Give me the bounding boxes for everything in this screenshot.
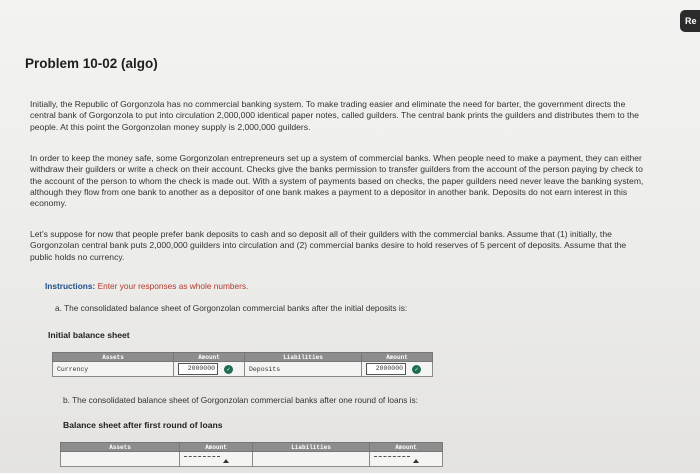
caret-up-icon bbox=[223, 459, 229, 463]
header-liabilities: Liabilities bbox=[245, 353, 362, 362]
initial-balance-sheet-title: Initial balance sheet bbox=[48, 330, 130, 340]
instructions bbox=[45, 281, 248, 291]
header-liabilities: Liabilities bbox=[253, 443, 370, 452]
liability-amount-input[interactable]: 2000000 bbox=[366, 363, 406, 375]
check-icon: ✓ bbox=[224, 365, 233, 374]
asset-label: Currency bbox=[53, 362, 174, 377]
first-round-balance-sheet-table bbox=[60, 442, 443, 467]
paragraph-1: Initially, the Republic of Gorgonzola has no commercial banking system. To make trading easier and eliminate the need for barter, the government directs the central bank of Gorgonzola to put into circulation 2,000,000 identical paper notes, called guilders. The central bank prints the guilders and distributes them to the people. At this point the Gorgonzolan money supply is 2,000,000 guilders. bbox=[30, 99, 639, 132]
asset-label-empty bbox=[61, 452, 180, 467]
header-assets: Assets bbox=[61, 443, 180, 452]
asset-amount-cell bbox=[180, 452, 253, 467]
asset-amount-input[interactable]: 2000000 bbox=[178, 363, 218, 375]
caret-up-icon bbox=[413, 459, 419, 463]
liability-label: Deposits bbox=[245, 362, 362, 377]
check-icon: ✓ bbox=[412, 365, 421, 374]
instructions-text: Enter your responses as whole numbers. bbox=[97, 281, 249, 291]
initial-balance-sheet-table bbox=[52, 352, 433, 377]
question-b: b. The consolidated balance sheet of Gorgonzolan commercial banks after one round of loans is: bbox=[63, 395, 418, 405]
header-assets: Assets bbox=[53, 353, 174, 362]
liability-amount-cell bbox=[362, 362, 433, 377]
first-round-balance-sheet-title: Balance sheet after first round of loans bbox=[63, 420, 223, 430]
paragraph-3: Let's suppose for now that people prefer bank deposits to cash and so deposit all of their guilders with the commercial banks. Assume that (1) initially, the Gorgonzolan central bank puts 2,000,000 guilders into circulation and (2) commercial banks desire to hold reserves of 5 percent of deposits. Assume that the public holds no currency. bbox=[30, 229, 627, 262]
question-a: a. The consolidated balance sheet of Gorgonzolan commercial banks after the initial deposits is: bbox=[55, 303, 408, 313]
problem-title: Problem 10-02 (algo) bbox=[25, 56, 158, 71]
corner-button[interactable]: Re bbox=[680, 10, 700, 32]
liability-label-empty bbox=[253, 452, 370, 467]
header-amount-assets: Amount bbox=[180, 443, 253, 452]
header-amount-assets: Amount bbox=[174, 353, 245, 362]
asset-amount-cell bbox=[174, 362, 245, 377]
liability-amount-input[interactable] bbox=[374, 456, 410, 463]
liability-amount-cell bbox=[370, 452, 443, 467]
header-amount-liabilities: Amount bbox=[362, 353, 433, 362]
instructions-label: Instructions: bbox=[45, 281, 96, 291]
asset-amount-input[interactable] bbox=[184, 456, 220, 463]
header-amount-liabilities: Amount bbox=[370, 443, 443, 452]
paragraph-2: In order to keep the money safe, some Gorgonzolan entrepreneurs set up a system of commercial banks. When people need to make a payment, they can either withdraw their guilders or write a check on their account. Checks give the banks permission to transfer guilders from the account of the person paying by check to the account of the person to whom the check is made out. With a system of payments based on checks, the paper guilders need never leave the banking system, although they flow from one bank to another as a depositor of one bank makes a payment to a depositor in another bank. Deposits do not earn interest in this economy. bbox=[30, 153, 644, 209]
